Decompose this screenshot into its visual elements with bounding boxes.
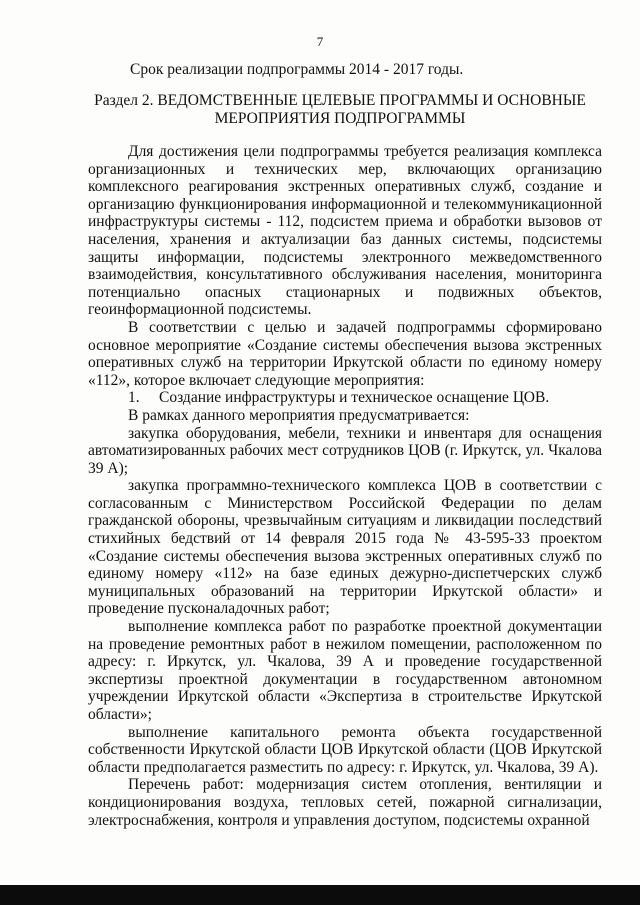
paragraph: выполнение капитального ремонта объекта государственной собственности Иркутской области ЦОВ Иркутской области (ЦОВ Иркутской области предполагается разместить по адресу: г. Иркутск, ул. Чкалова, 39 А). bbox=[88, 723, 602, 776]
section-title: Раздел 2. ВЕДОМСТВЕННЫЕ ЦЕЛЕВЫЕ ПРОГРАММЫ И ОСНОВНЫЕ МЕРОПРИЯТИЯ ПОДПРОГРАММЫ bbox=[94, 92, 586, 127]
scan-bottom-edge bbox=[0, 885, 640, 905]
term-line: Срок реализации подпрограммы 2014 - 2017 годы. bbox=[130, 61, 464, 78]
paragraph: Перечень работ: модернизация систем отопления, вентиляции и кондиционирования воздуха, тепловых сетей, пожарной сигнализации, электроснабжения, контроля и управления доступом, подсистемы охранной bbox=[88, 776, 602, 829]
body-text bbox=[88, 143, 602, 829]
paragraph: В соответствии с целью и задачей подпрограммы сформировано основное мероприятие «Создание системы обеспечения вызова экстренных оперативных служб на территории Иркутской области по единому номеру «112», которое включает следующие мероприятия: bbox=[88, 318, 602, 389]
page-number: 7 bbox=[316, 34, 324, 49]
paragraph: выполнение комплекса работ по разработке проектной документации на проведение ремонтных работ в нежилом помещении, расположенном по адресу: г. Иркутск, ул. Чкалова, 39 А и проведение государственной экспертизы проектной документации в государственном автономном учреждении Иркутской области «Экспертиза в строительстве Иркутской области»; bbox=[88, 618, 602, 723]
list-item: 1. Создание инфраструктуры и техническое оснащение ЦОВ. bbox=[128, 389, 550, 407]
paragraph: В рамках данного мероприятия предусматривается: bbox=[128, 406, 470, 424]
paragraph: закупка программно-технического комплекса ЦОВ в соответствии с согласованным с Министерством Российской Федерации по делам гражданской обороны, чрезвычайным ситуациям и ликвидации последствий стихийных бедствий от 14 февраля 2015 года № 43-595-33 проектом «Создание системы обеспечения вызова экстренных оперативных служб по единому номеру «112» на базе единых дежурно-диспетчерских служб муниципальных образований на территории Иркутской области» и проведение пусконаладочных работ; bbox=[88, 477, 602, 618]
paragraph: закупка оборудования, мебели, техники и инвентаря для оснащения автоматизированных рабочих мест сотрудников ЦОВ (г. Иркутск, ул. Чкалова 39 А); bbox=[88, 424, 602, 477]
paragraph: Для достижения цели подпрограммы требуется реализация комплекса организационных и технических мер, включающих организацию комплексного реагирования экстренных оперативных служб, создание и организацию функционирования информационной и телекоммуникационной инфраструктуры системы - 112, подсистем приема и обработки вызовов от населения, хранения и актуализации баз данных системы, подсистемы защиты информации, подсистемы электронного межведомственного взаимодействия, консультативного обслуживания населения, мониторинга потенциально опасных стационарных и подвижных объектов, геоинформационной подсистемы. bbox=[88, 143, 602, 319]
